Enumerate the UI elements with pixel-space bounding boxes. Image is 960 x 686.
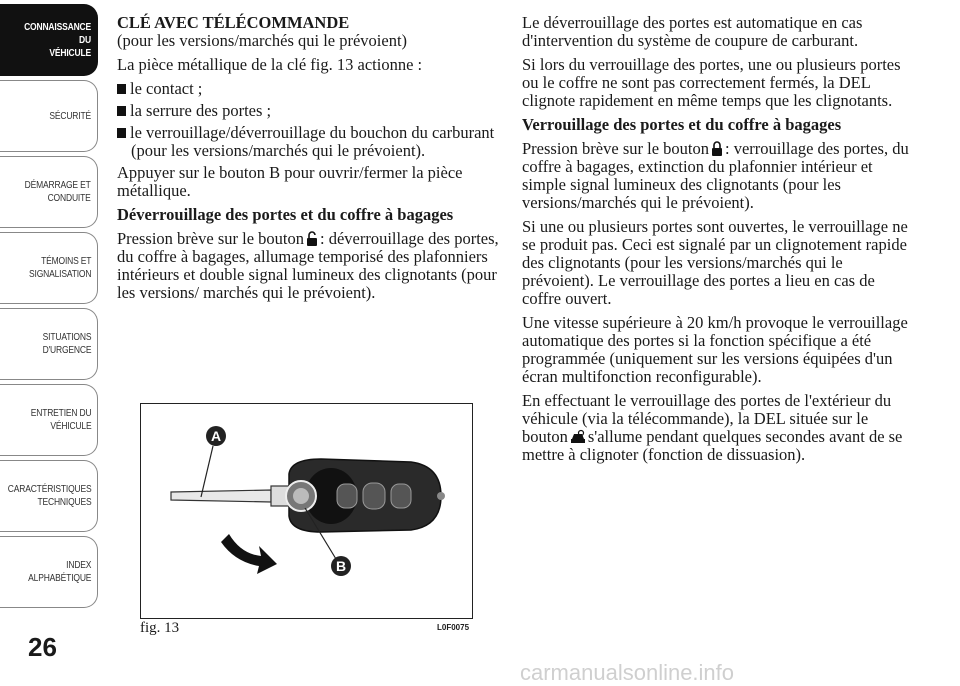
label-a: A [210,428,222,444]
figure-code: L0F0075 [437,623,470,632]
paragraph: Le déverrouillage des portes est automatique en cas d'intervention du système de coupure de carburant. [522,13,863,50]
lock-heading: Verrouillage des portes et du coffre à bagages [522,115,842,134]
tab-label: TÉMOINS ET SIGNALISATION [28,256,91,280]
list-item: le contact ; [117,80,499,98]
button-b-text: Appuyer sur le bouton B pour ouvrir/fermer la pièce métallique. [117,163,463,200]
tab-demarrage-et-conduite[interactable] [0,156,98,228]
remote-key-illustration [141,404,471,617]
tab-caracteristiques-techniques[interactable] [0,460,98,532]
paragraph: Si une ou plusieurs portes sont ouvertes, le verrouillage ne se produit pas. Ceci est signalé par un clignotement rapide des clignotants (pour les versions/marchés qui le prévoient). Le verrouillage des portes a lieu en cas de coffre ouvert. [522,217,908,308]
lock-icon [711,141,723,157]
list-item: la serrure des portes ; [117,102,499,120]
unlock-text: Pression brève sur le bouton : déverrouillage des portes, du coffre à bagages, allumage temporisé des plafonniers intérieurs et double signal lumineux des clignotants (pour les versions/ marchés qui le prévoient). [117,229,499,302]
figure-caption: fig. 13 [140,620,180,636]
tab-connaissance-du-vehicule[interactable] [0,4,98,76]
tab-entretien-du-vehicule[interactable] [0,384,98,456]
section-title: CLÉ AVEC TÉLÉCOMMANDE [117,13,350,32]
watermark: carmanualsonline.info [520,660,735,685]
tab-situations-d-urgence[interactable] [0,308,98,380]
tab-label: CARACTÉRISTIQUES TECHNIQUES [7,484,91,508]
key-figure [140,403,473,619]
tab-index-alphabetique[interactable] [0,536,98,608]
right-column [522,14,917,470]
paragraph: Si lors du verrouillage des portes, une ou plusieurs portes ou le coffre ne sont pas correctement fermés, la DEL clignote rapidement en même temps que les clignotants. [522,55,901,110]
tab-label: SITUATIONS D'URGENCE [42,332,91,356]
unlock-icon [306,231,318,247]
page-number: 26 [28,632,57,662]
section-subtitle: (pour les versions/marchés qui le prévoient) [117,31,408,50]
paragraph: En effectuant le verrouillage des portes de l'extérieur du véhicule (via la télécommande), la DEL située sur le bouton s'allume pendant quelques secondes avant de se mettre à clignoter (fonction de dissuasion). [522,391,903,464]
bullet-square-icon [117,84,126,94]
bullet-square-icon [117,106,126,116]
tab-label: INDEX ALPHABÉTIQUE [27,560,91,584]
chapter-sidebar [0,0,100,686]
car-lock-icon [570,429,586,445]
intro-text: La pièce métallique de la clé fig. 13 actionne : [117,55,423,74]
tab-securite[interactable] [0,80,98,152]
unlock-heading: Déverrouillage des portes et du coffre à bagages [117,205,454,224]
tab-label: ENTRETIEN DU VÉHICULE [30,408,91,432]
tab-temoins-et-signalisation[interactable] [0,232,98,304]
paragraph: Une vitesse supérieure à 20 km/h provoque le verrouillage automatique des portes si la fonction spécifique a été programmée (uniquement sur les versions équipées d'un écran multifonction reconfigurable). [522,313,908,386]
left-column [117,14,499,308]
tab-label: SÉCURITÉ [49,110,91,122]
bullet-square-icon [117,128,126,138]
tab-label: CONNAISSANCE DU VÉHICULE [24,21,91,59]
label-b: B [335,558,347,574]
lock-text: Pression brève sur le bouton : verrouillage des portes, du coffre à bagages, extinction du plafonnier intérieur et simple signal lumineux des clignotants (pour les versions/marchés qui le prévoient). [522,139,909,212]
list-item: le verrouillage/déverrouillage du bouchon du carburant (pour les versions/marchés qui le prévoient). [117,124,499,160]
tab-label: DÉMARRAGE ET CONDUITE [25,180,91,204]
